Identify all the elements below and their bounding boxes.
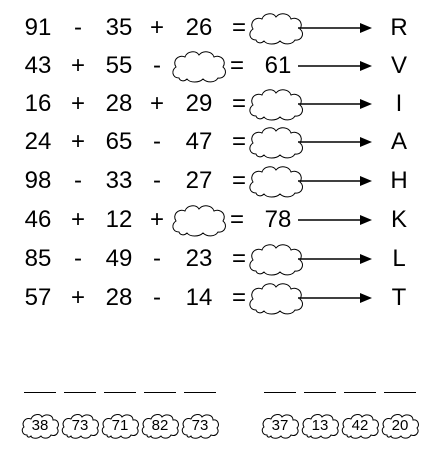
operator-2: - xyxy=(153,284,161,311)
operand-a: 85 xyxy=(24,245,52,272)
code-letter: K xyxy=(390,206,407,233)
equals-sign: = xyxy=(229,52,244,79)
equation-row xyxy=(0,9,442,47)
answer-cloud[interactable] xyxy=(246,10,306,46)
number-cloud xyxy=(60,412,100,440)
operator-1: + xyxy=(70,52,85,79)
letter-blank[interactable] xyxy=(104,392,136,393)
code-letter: I xyxy=(395,90,403,117)
operator-2: - xyxy=(153,167,161,194)
operator-2: - xyxy=(153,128,161,155)
letter-blank[interactable] xyxy=(184,392,216,393)
code-letter: R xyxy=(390,14,408,41)
operand-b: 65 xyxy=(105,128,133,155)
letter-blank[interactable] xyxy=(384,392,416,393)
number-label: 13 xyxy=(311,417,329,434)
code-letter: A xyxy=(390,128,407,155)
number-cloud xyxy=(380,412,420,440)
equation-row xyxy=(0,201,442,239)
equals-sign: = xyxy=(231,245,246,272)
operand-b: 33 xyxy=(105,167,133,194)
operand-b: 49 xyxy=(105,245,133,272)
operator-2: + xyxy=(149,90,164,117)
answer-area xyxy=(0,392,442,452)
operand-b: 55 xyxy=(105,52,133,79)
arrow-icon xyxy=(298,21,372,35)
operator-1: + xyxy=(70,206,85,233)
number-cloud xyxy=(100,412,140,440)
arrow-icon xyxy=(298,213,372,227)
answer-cloud[interactable] xyxy=(246,124,306,160)
operand-c: 47 xyxy=(185,128,213,155)
code-letter: L xyxy=(392,245,406,272)
letter-blank[interactable] xyxy=(264,392,296,393)
number-label: 42 xyxy=(351,417,369,434)
equation-row xyxy=(0,85,442,123)
missing-operand-cloud[interactable] xyxy=(169,202,229,238)
equation-row xyxy=(0,47,442,85)
operand-b: 12 xyxy=(105,206,133,233)
operator-1: - xyxy=(74,14,82,41)
operand-b: 28 xyxy=(105,90,133,117)
arrow-icon xyxy=(298,291,372,305)
equals-sign: = xyxy=(231,90,246,117)
missing-operand-cloud[interactable] xyxy=(169,48,229,84)
equals-sign: = xyxy=(229,206,244,233)
operand-a: 46 xyxy=(24,206,52,233)
number-label: 71 xyxy=(111,417,129,434)
letter-blank[interactable] xyxy=(344,392,376,393)
answer-cloud[interactable] xyxy=(246,163,306,199)
number-cloud xyxy=(20,412,60,440)
letter-blank[interactable] xyxy=(24,392,56,393)
equals-sign: = xyxy=(231,167,246,194)
answer-cloud[interactable] xyxy=(246,280,306,316)
operand-a: 98 xyxy=(24,167,52,194)
number-label: 37 xyxy=(271,417,289,434)
answer-cloud[interactable] xyxy=(246,241,306,277)
operator-2: + xyxy=(149,206,164,233)
arrow-icon xyxy=(298,252,372,266)
operator-2: + xyxy=(149,14,164,41)
operand-c: 27 xyxy=(185,167,213,194)
code-letter: V xyxy=(390,52,407,79)
number-cloud xyxy=(140,412,180,440)
operator-1: - xyxy=(74,245,82,272)
number-cloud xyxy=(260,412,300,440)
operator-1: - xyxy=(74,167,82,194)
equation-row xyxy=(0,279,442,317)
equation-row xyxy=(0,123,442,161)
operator-1: + xyxy=(70,128,85,155)
equals-sign: = xyxy=(231,128,246,155)
operand-a: 91 xyxy=(24,14,52,41)
operator-1: + xyxy=(70,284,85,311)
code-letter: H xyxy=(390,167,408,194)
answer-cloud[interactable] xyxy=(246,86,306,122)
number-cloud xyxy=(340,412,380,440)
letter-blank[interactable] xyxy=(304,392,336,393)
operand-a: 43 xyxy=(24,52,52,79)
number-label: 38 xyxy=(31,417,49,434)
operator-2: - xyxy=(153,52,161,79)
operand-a: 24 xyxy=(24,128,52,155)
arrow-icon xyxy=(298,59,372,73)
operand-b: 35 xyxy=(105,14,133,41)
letter-blank[interactable] xyxy=(64,392,96,393)
equals-sign: = xyxy=(231,284,246,311)
operand-a: 57 xyxy=(24,284,52,311)
number-label: 73 xyxy=(71,417,89,434)
operand-c: 26 xyxy=(185,14,213,41)
letter-blank[interactable] xyxy=(144,392,176,393)
code-letter: T xyxy=(391,284,407,311)
number-cloud xyxy=(300,412,340,440)
arrow-icon xyxy=(298,135,372,149)
equation-row xyxy=(0,162,442,200)
number-label: 73 xyxy=(191,417,209,434)
equals-sign: = xyxy=(231,14,246,41)
operator-1: + xyxy=(70,90,85,117)
operator-2: - xyxy=(153,245,161,272)
number-cloud xyxy=(180,412,220,440)
result-value: 78 xyxy=(264,206,292,233)
result-value: 61 xyxy=(264,52,292,79)
arrow-icon xyxy=(298,97,372,111)
arrow-icon xyxy=(298,174,372,188)
operand-c: 14 xyxy=(185,284,213,311)
operand-b: 28 xyxy=(105,284,133,311)
number-label: 20 xyxy=(391,417,409,434)
equation-row xyxy=(0,240,442,278)
operand-c: 29 xyxy=(185,90,213,117)
operand-a: 16 xyxy=(24,90,52,117)
operand-c: 23 xyxy=(185,245,213,272)
number-label: 82 xyxy=(151,417,169,434)
